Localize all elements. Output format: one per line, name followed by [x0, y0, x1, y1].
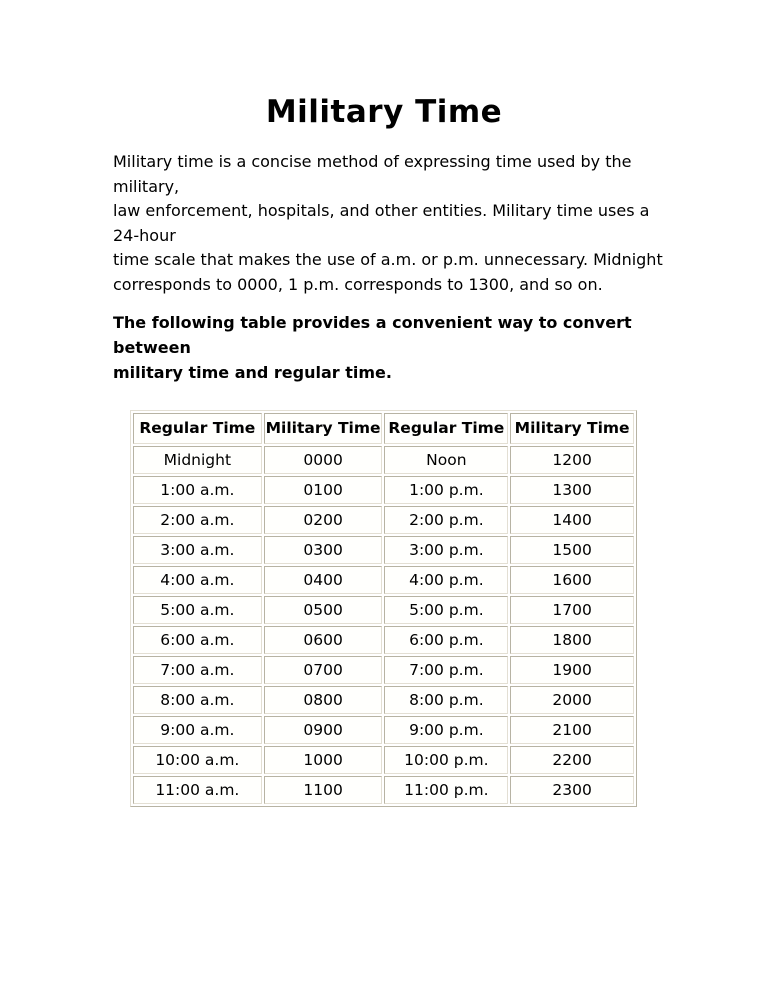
table-cell: 10:00 p.m. — [384, 746, 508, 774]
emphasis-paragraph — [113, 310, 678, 385]
table-row — [133, 476, 634, 504]
table-cell: 1200 — [510, 446, 634, 474]
table-cell: 11:00 a.m. — [133, 776, 262, 804]
table-cell: 5:00 p.m. — [384, 596, 508, 624]
table-cell: 0800 — [264, 686, 383, 714]
table-row — [133, 626, 634, 654]
table-cell: 9:00 p.m. — [384, 716, 508, 744]
table-header-cell: Regular Time — [133, 413, 262, 444]
table-cell: 1100 — [264, 776, 383, 804]
table-cell: 8:00 a.m. — [133, 686, 262, 714]
intro-line: Military time is a concise method of expressing time used by the military, — [113, 152, 632, 196]
table-cell: 1300 — [510, 476, 634, 504]
table-header-cell: Regular Time — [384, 413, 508, 444]
table-header-cell: Military Time — [264, 413, 383, 444]
table-cell: 4:00 a.m. — [133, 566, 262, 594]
intro-line: time scale that makes the use of a.m. or p.m. unnecessary. Midnight — [113, 250, 663, 270]
table-cell: 1800 — [510, 626, 634, 654]
emphasis-line: military time and regular time. — [113, 362, 392, 382]
table-cell: 10:00 a.m. — [133, 746, 262, 774]
table-row — [133, 536, 634, 564]
table-cell: 0700 — [264, 656, 383, 684]
table-cell: 1:00 a.m. — [133, 476, 262, 504]
page-title: Military Time — [265, 94, 503, 130]
table-cell: 1400 — [510, 506, 634, 534]
table-cell: 1:00 p.m. — [384, 476, 508, 504]
table-cell: 1700 — [510, 596, 634, 624]
table-cell: 8:00 p.m. — [384, 686, 508, 714]
table-cell: 0600 — [264, 626, 383, 654]
table-cell: 1000 — [264, 746, 383, 774]
table-cell: 2:00 a.m. — [133, 506, 262, 534]
table-row — [133, 686, 634, 714]
intro-line: corresponds to 0000, 1 p.m. corresponds to 1300, and so on. — [113, 274, 603, 294]
table-cell: 7:00 a.m. — [133, 656, 262, 684]
table-cell: 11:00 p.m. — [384, 776, 508, 804]
table-cell: 0000 — [264, 446, 383, 474]
table-cell: 5:00 a.m. — [133, 596, 262, 624]
table-cell: Midnight — [133, 446, 262, 474]
table-cell: 2:00 p.m. — [384, 506, 508, 534]
intro-paragraph — [113, 150, 678, 298]
table-cell: 2300 — [510, 776, 634, 804]
table-row — [133, 656, 634, 684]
table-cell: 6:00 p.m. — [384, 626, 508, 654]
table-cell: 0400 — [264, 566, 383, 594]
table-cell: 2100 — [510, 716, 634, 744]
table-cell: 0100 — [264, 476, 383, 504]
table-cell: 3:00 p.m. — [384, 536, 508, 564]
table-row — [133, 566, 634, 594]
table-row — [133, 596, 634, 624]
table-cell: 6:00 a.m. — [133, 626, 262, 654]
table-cell: 2200 — [510, 746, 634, 774]
emphasis-line: The following table provides a convenient way to convert between — [113, 312, 632, 357]
table-row — [133, 446, 634, 474]
table-header-row — [133, 413, 634, 444]
table-cell: 0500 — [264, 596, 383, 624]
table-cell: 1500 — [510, 536, 634, 564]
table-row — [133, 506, 634, 534]
table-cell: 0900 — [264, 716, 383, 744]
table-cell: 7:00 p.m. — [384, 656, 508, 684]
table-row — [133, 746, 634, 774]
table-cell: 1600 — [510, 566, 634, 594]
conversion-table-container — [130, 410, 768, 807]
intro-line: law enforcement, hospitals, and other entities. Military time uses a 24-hour — [113, 201, 650, 245]
table-cell: 4:00 p.m. — [384, 566, 508, 594]
table-cell: 1900 — [510, 656, 634, 684]
table-row — [133, 776, 634, 804]
conversion-table — [130, 410, 637, 807]
table-cell: 0300 — [264, 536, 383, 564]
table-row — [133, 716, 634, 744]
table-cell: 3:00 a.m. — [133, 536, 262, 564]
table-header-cell: Military Time — [510, 413, 634, 444]
table-cell: 2000 — [510, 686, 634, 714]
document-page — [0, 94, 768, 994]
table-cell: Noon — [384, 446, 508, 474]
table-cell: 0200 — [264, 506, 383, 534]
table-cell: 9:00 a.m. — [133, 716, 262, 744]
